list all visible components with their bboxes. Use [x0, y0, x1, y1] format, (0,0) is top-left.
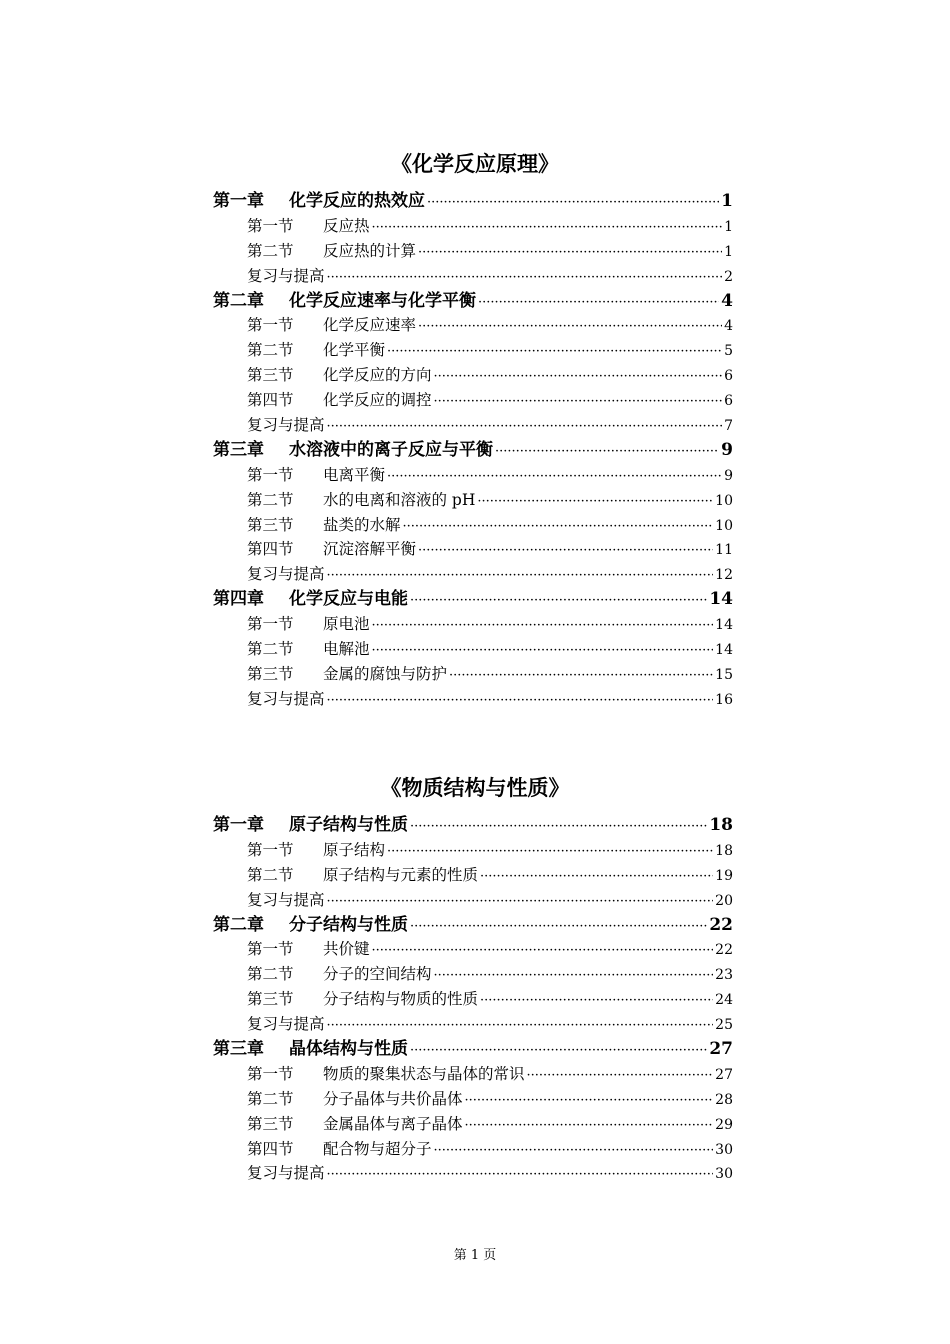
toc-page-number: 15: [715, 666, 733, 683]
toc-entry-number: 第三节: [247, 1114, 294, 1133]
toc-entry-title: 复习与提高: [247, 890, 325, 909]
toc-page-number: 10: [715, 492, 733, 509]
toc-entry-number: 第二节: [247, 1089, 294, 1108]
toc-entry-number: 第二节: [247, 865, 294, 884]
toc-section-row[interactable]: [213, 363, 733, 388]
toc-entry-title: 复习与提高: [247, 1015, 325, 1034]
toc-entry-title: 盐类的水解: [323, 515, 401, 534]
toc-entry-title: 分子的空间结构: [323, 965, 432, 984]
toc-page-number: 19: [715, 867, 733, 884]
toc-chapter-row[interactable]: [213, 813, 733, 838]
toc-page-number: 4: [724, 318, 733, 335]
toc-page-number: 14: [715, 642, 733, 659]
toc-list-1: [213, 189, 733, 712]
dot-leader: [465, 1089, 714, 1112]
toc-page-number: 1: [724, 243, 733, 260]
toc-section-row[interactable]: [213, 662, 733, 687]
toc-section-row[interactable]: [213, 1112, 733, 1137]
toc-section-row[interactable]: [213, 1137, 733, 1162]
dot-leader: [434, 964, 714, 987]
toc-chapter-row[interactable]: [213, 913, 733, 938]
toc-entry-title: 反应热的计算: [323, 241, 417, 260]
dot-leader: [449, 664, 713, 687]
toc-entry-title: 原子结构与元素的性质: [323, 865, 479, 884]
dot-leader: [478, 291, 719, 314]
dot-leader: [410, 815, 707, 838]
toc-section-row[interactable]: [213, 987, 733, 1012]
toc-chapter-row[interactable]: [213, 1037, 733, 1062]
toc-entry-number: 第一章: [213, 815, 264, 835]
toc-section-row[interactable]: [213, 388, 733, 413]
dot-leader: [327, 1163, 714, 1186]
dot-leader: [427, 191, 719, 214]
toc-chapter-row[interactable]: [213, 289, 733, 314]
toc-section-row[interactable]: [213, 537, 733, 562]
toc-entry-title: 复习与提高: [247, 266, 325, 285]
toc-section-row[interactable]: [213, 1012, 733, 1037]
toc-entry-title: 电离平衡: [323, 465, 386, 484]
toc-page-number: 25: [715, 1017, 733, 1034]
dot-leader: [434, 365, 723, 388]
toc-entry-title: 配合物与超分子: [323, 1139, 432, 1158]
toc-entry-title: 化学反应速率: [323, 316, 417, 335]
toc-entry-number: 第四节: [247, 391, 294, 410]
toc-section-row[interactable]: [213, 239, 733, 264]
dot-leader: [372, 216, 723, 239]
toc-page-number: 22: [715, 942, 733, 959]
toc-section-row[interactable]: [213, 463, 733, 488]
toc-chapter-row[interactable]: [213, 438, 733, 463]
toc-entry-title: 金属的腐蚀与防护: [323, 664, 448, 683]
dot-leader: [327, 1014, 714, 1037]
toc-page-number: 22: [709, 914, 733, 935]
toc-section-row[interactable]: [213, 313, 733, 338]
toc-page-number: 6: [724, 393, 733, 410]
toc-section-row[interactable]: [213, 214, 733, 239]
toc-page-number: 28: [715, 1091, 733, 1108]
toc-section-row[interactable]: [213, 513, 733, 538]
book-title-2: 《物质结构与性质》: [380, 775, 570, 800]
toc-entry-title: 沉淀溶解平衡: [323, 540, 417, 559]
toc-page-number: 9: [724, 467, 733, 484]
toc-entry-title: 水的电离和溶液的 pH: [323, 490, 476, 509]
dot-leader: [387, 340, 722, 363]
dot-leader: [434, 1139, 714, 1162]
toc-entry-title: 金属晶体与离子晶体: [323, 1114, 463, 1133]
toc-page-number: 11: [715, 542, 733, 559]
toc-page-number: 4: [721, 290, 733, 311]
toc-entry-number: 第一章: [213, 191, 264, 211]
dot-leader: [418, 539, 713, 562]
toc-entry-number: 第二节: [247, 965, 294, 984]
toc-entry-number: 第四章: [213, 589, 264, 610]
toc-entry-title: 化学反应速率与化学平衡: [289, 290, 476, 311]
toc-entry-number: 第一节: [247, 465, 294, 484]
toc-section-row[interactable]: [213, 488, 733, 513]
toc-page-number: 18: [709, 815, 733, 835]
toc-entry-title: 原子结构: [323, 840, 386, 859]
toc-entry-title: 反应热: [323, 216, 370, 235]
toc-entry-title: 共价键: [323, 940, 370, 959]
toc-list-2: [213, 813, 733, 1186]
toc-entry-title: 复习与提高: [247, 416, 325, 435]
toc-chapter-row[interactable]: [213, 189, 733, 214]
toc-section-row[interactable]: [213, 962, 733, 987]
toc-page-number: 30: [715, 1141, 733, 1158]
toc-entry-number: 第三节: [247, 990, 294, 1009]
toc-entry-number: 第一节: [247, 216, 294, 235]
toc-entry-title: 原子结构与性质: [289, 815, 408, 835]
toc-entry-title: 化学反应的热效应: [289, 191, 425, 211]
toc-entry-number: 第二章: [213, 290, 264, 311]
toc-entry-number: 第二节: [247, 341, 294, 360]
toc-entry-number: 第二节: [247, 640, 294, 659]
dot-leader: [480, 989, 713, 1012]
toc-page-number: 16: [715, 691, 733, 708]
dot-leader: [410, 915, 707, 938]
toc-entry-title: 化学平衡: [323, 341, 386, 360]
toc-page-number: 5: [724, 343, 733, 360]
toc-page-number: 14: [715, 617, 733, 634]
toc-page-number: 23: [715, 967, 733, 984]
toc-entry-title: 分子结构与物质的性质: [323, 990, 479, 1009]
dot-leader: [477, 490, 713, 513]
toc-page-number: 1: [721, 191, 733, 211]
toc-page-number: 6: [724, 368, 733, 385]
dot-leader: [465, 1114, 714, 1137]
toc-entry-title: 化学反应的方向: [323, 366, 432, 385]
toc-entry-number: 第一节: [247, 840, 294, 859]
dot-leader: [410, 1039, 707, 1062]
dot-leader: [495, 440, 719, 463]
dot-leader: [410, 589, 707, 612]
toc-entry-title: 化学反应的调控: [323, 391, 432, 410]
toc-page-number: 9: [721, 439, 733, 460]
toc-page-number: 14: [709, 589, 733, 610]
toc-entry-number: 第二节: [247, 490, 294, 509]
toc-section-row[interactable]: [213, 1062, 733, 1087]
toc-entry-title: 原电池: [323, 615, 370, 634]
dot-leader: [387, 465, 722, 488]
dot-leader: [387, 840, 713, 863]
toc-entry-number: 第三章: [213, 439, 264, 460]
dot-leader: [327, 689, 714, 712]
toc-entry-number: 第一节: [247, 615, 294, 634]
dot-leader: [327, 890, 714, 913]
dot-leader: [372, 639, 714, 662]
dot-leader: [480, 865, 713, 888]
toc-page-number: 20: [715, 892, 733, 909]
toc-entry-number: 第三节: [247, 515, 294, 534]
toc-entry-title: 分子晶体与共价晶体: [323, 1089, 463, 1108]
toc-entry-title: 物质的聚集状态与晶体的常识: [323, 1064, 525, 1083]
dot-leader: [327, 266, 723, 289]
toc-entry-number: 第四节: [247, 1139, 294, 1158]
toc-entry-number: 第三节: [247, 366, 294, 385]
toc-page-number: 10: [715, 517, 733, 534]
toc-entry-title: 水溶液中的离子反应与平衡: [289, 439, 493, 460]
toc-page-number: 24: [715, 992, 733, 1009]
book-title-1: 《化学反应原理》: [391, 151, 559, 176]
toc-entry-title: 复习与提高: [247, 689, 325, 708]
toc-section-row[interactable]: [213, 838, 733, 863]
toc-entry-title: 电解池: [323, 640, 370, 659]
toc-page-number: 27: [715, 1066, 733, 1083]
dot-leader: [418, 241, 722, 264]
toc-entry-number: 第一节: [247, 316, 294, 335]
toc-entry-title: 化学反应与电能: [289, 589, 408, 610]
page-footer: 第 1 页: [453, 1248, 497, 1263]
dot-leader: [418, 315, 722, 338]
dot-leader: [327, 564, 714, 587]
toc-page-number: 30: [715, 1166, 733, 1183]
toc-section-row[interactable]: [213, 937, 733, 962]
toc-page-number: 2: [724, 268, 733, 285]
toc-entry-number: 第三章: [213, 1039, 264, 1060]
toc-section-row[interactable]: [213, 637, 733, 662]
toc-entry-title: 复习与提高: [247, 565, 325, 584]
toc-section-row[interactable]: [213, 264, 733, 289]
toc-entry-number: 第一节: [247, 1064, 294, 1083]
toc-section-row[interactable]: [213, 888, 733, 913]
toc-section-row[interactable]: [213, 562, 733, 587]
toc-page-number: 1: [724, 218, 733, 235]
toc-entry-title: 分子结构与性质: [289, 914, 408, 935]
toc-entry-number: 第二节: [247, 241, 294, 260]
toc-page-number: 27: [709, 1039, 733, 1060]
dot-leader: [403, 515, 714, 538]
toc-section-row[interactable]: [213, 687, 733, 712]
toc-section-row[interactable]: [213, 413, 733, 438]
toc-section-row[interactable]: [213, 1161, 733, 1186]
toc-section-row[interactable]: [213, 1087, 733, 1112]
toc-page-number: 7: [724, 418, 733, 435]
toc-section-row[interactable]: [213, 612, 733, 637]
toc-page-number: 18: [715, 842, 733, 859]
toc-section-row[interactable]: [213, 338, 733, 363]
toc-entry-number: 第三节: [247, 664, 294, 683]
dot-leader: [372, 614, 714, 637]
toc-entry-number: 第一节: [247, 940, 294, 959]
toc-section-row[interactable]: [213, 863, 733, 888]
toc-entry-title: 晶体结构与性质: [289, 1039, 408, 1060]
dot-leader: [527, 1064, 714, 1087]
toc-page-number: 29: [715, 1116, 733, 1133]
dot-leader: [434, 390, 723, 413]
toc-page-number: 12: [715, 567, 733, 584]
dot-leader: [372, 939, 714, 962]
toc-entry-number: 第二章: [213, 914, 264, 935]
toc-chapter-row[interactable]: [213, 587, 733, 612]
toc-entry-number: 第四节: [247, 540, 294, 559]
toc-entry-title: 复习与提高: [247, 1164, 325, 1183]
dot-leader: [327, 415, 723, 438]
